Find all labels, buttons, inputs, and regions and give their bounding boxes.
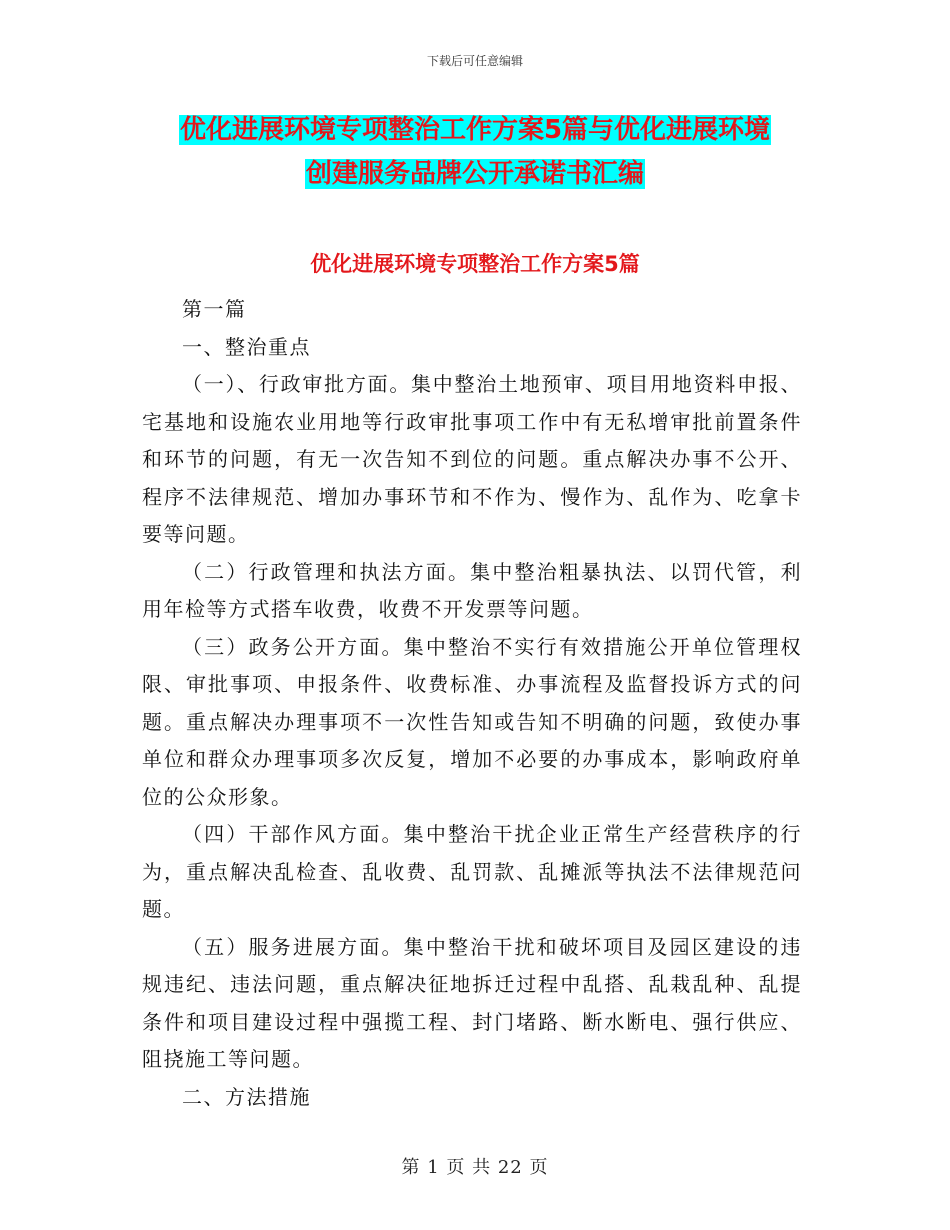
paragraph-cadre-conduct: （四）干部作风方面。集中整治干扰企业正常生产经营秩序的行为，重点解决乱检查、乱收费、乱罚款、乱摊派等执法不法律规范问题。 [142, 822, 802, 921]
part-label: 第一篇 [182, 297, 247, 321]
document-body [142, 291, 802, 1116]
title-line-1-text: 优化进展环境专项整治工作方案5篇与优化进展环境 [179, 115, 771, 145]
page-header-note: 下载后可任意编辑 [426, 54, 523, 68]
section-heading: 优化进展环境专项整治工作方案5篇 [310, 252, 640, 276]
title-line-2-text: 创建服务品牌公开承诺书汇编 [305, 159, 644, 189]
paragraph-admin-approval: （一）、行政审批方面。集中整治土地预审、项目用地资料申报、宅基地和设施农业用地等行政审批事项工作中有无私增审批前置条件和环节的问题，有无一次告知不到位的问题。重点解决办事不公开、程序不法律规范、增加办事环节和不作为、慢作为、乱作为、吃拿卡要等问题。 [142, 372, 802, 546]
heading-methods-measures: 二、方法措施 [182, 1084, 311, 1109]
document-title-line-1 [0, 112, 950, 148]
paragraph-service-development: （五）服务进展方面。集中整治干扰和破坏项目及园区建设的违规违纪、违法问题，重点解决征地拆迁过程中乱搭、乱栽乱种、乱提条件和项目建设过程中强揽工程、封门堵路、断水断电、强行供应、阻挠施工等问题。 [142, 934, 802, 1071]
document-title-line-2 [0, 156, 950, 192]
heading-focus-areas: 一、整治重点 [182, 334, 311, 359]
page-number-footer: 第 1 页 共 22 页 [401, 1157, 549, 1178]
paragraph-admin-enforcement: （二）行政管理和执法方面。集中整治粗暴执法、以罚代管，利用年检等方式搭车收费，收费不开发票等问题。 [142, 559, 802, 621]
paragraph-government-transparency: （三）政务公开方面。集中整治不实行有效措施公开单位管理权限、审批事项、申报条件、收费标准、办事流程及监督投诉方式的问题。重点解决办理事项不一次性告知或告知不明确的问题，致使办事单位和群众办理事项多次反复，增加不必要的办事成本，影响政府单位的公众形象。 [142, 634, 802, 809]
